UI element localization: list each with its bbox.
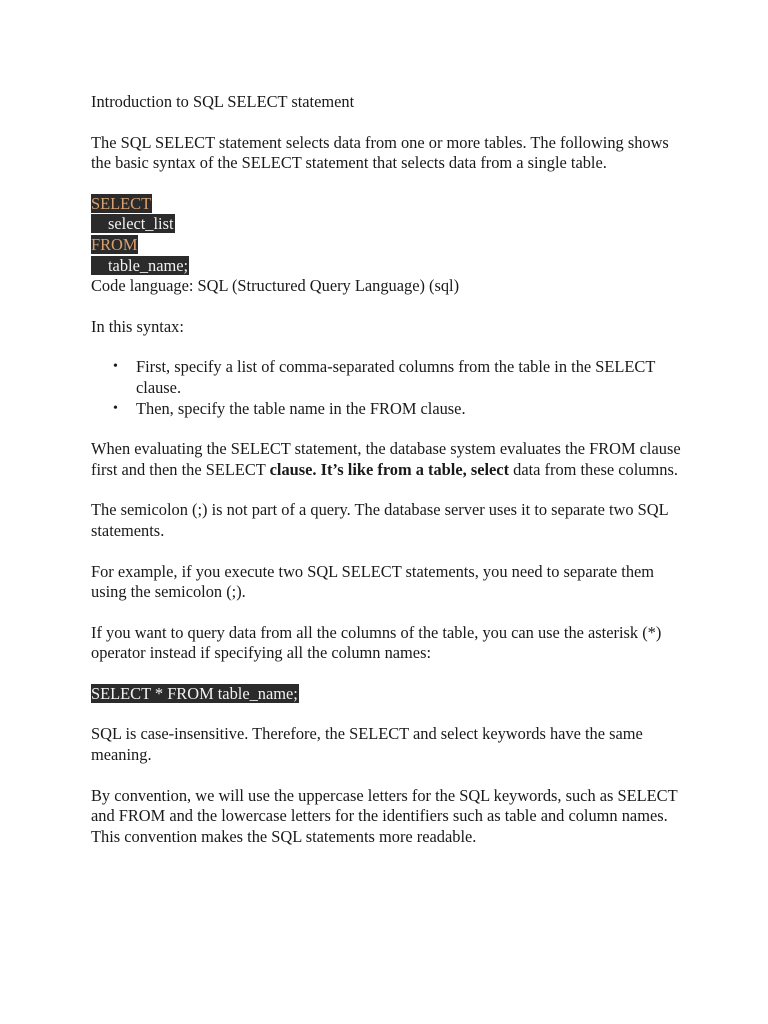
intro-paragraph: The SQL SELECT statement selects data from one or more tables. The following shows the basic syntax of the SELECT statement that selects data from a single table. bbox=[91, 132, 669, 173]
code-keyword-from: FROM bbox=[91, 234, 138, 254]
case-paragraph: SQL is case-insensitive. Therefore, the SELECT and select keywords have the same meaning. bbox=[91, 724, 643, 765]
code-line-2 bbox=[91, 214, 691, 235]
list-item-text: First, specify a list of comma-separated columns from the table in the SELECT clause. bbox=[136, 357, 656, 397]
semicolon-paragraph: The semicolon (;) is not part of a query. The database server uses it to separate two SQL statements. bbox=[91, 500, 668, 540]
code-table-name: table_name; bbox=[91, 256, 189, 275]
syntax-code-block bbox=[91, 194, 691, 276]
convention-paragraph: By convention, we will use the uppercase letters for the SQL keywords, such as SELECT and FROM and the lowercase letters for the identifiers such as table and column names. This convention makes the SQL statements more readable. bbox=[91, 785, 678, 846]
code-keyword-select: SELECT bbox=[91, 193, 152, 213]
list-item bbox=[91, 399, 656, 420]
code-line-1 bbox=[91, 194, 691, 215]
bullet-icon: • bbox=[113, 400, 118, 416]
evaluation-text-bold: clause. It’s like from a table, select bbox=[269, 459, 510, 479]
select-all-code bbox=[91, 684, 691, 705]
list-item bbox=[91, 357, 656, 398]
list-item-text: Then, specify the table name in the FROM clause. bbox=[136, 398, 466, 418]
code-line-4 bbox=[91, 256, 691, 277]
evaluation-text-3: data from these columns. bbox=[509, 459, 678, 479]
evaluation-paragraph bbox=[91, 439, 691, 480]
select-all-code-text: SELECT * FROM table_name; bbox=[91, 683, 298, 703]
evaluation-text-1: When evaluating the SELECT statement, the database system evaluates the FROM clause first and then the SELECT bbox=[91, 439, 681, 479]
code-line-3 bbox=[91, 235, 691, 256]
code-language-label: Code language: SQL (Structured Query Language) (sql) bbox=[91, 276, 460, 296]
bullet-icon: • bbox=[113, 359, 118, 375]
code-select-list: select_list bbox=[91, 214, 175, 233]
syntax-intro: In this syntax: bbox=[91, 316, 184, 336]
example-paragraph: For example, if you execute two SQL SELECT statements, you need to separate them using the semicolon (;). bbox=[91, 561, 655, 602]
asterisk-paragraph: If you want to query data from all the columns of the table, you can use the asterisk (*) operator instead if specifying all the column names: bbox=[91, 622, 662, 663]
section-heading: Introduction to SQL SELECT statement bbox=[91, 92, 355, 111]
syntax-bullet-list bbox=[91, 357, 691, 419]
document-body bbox=[91, 92, 691, 867]
